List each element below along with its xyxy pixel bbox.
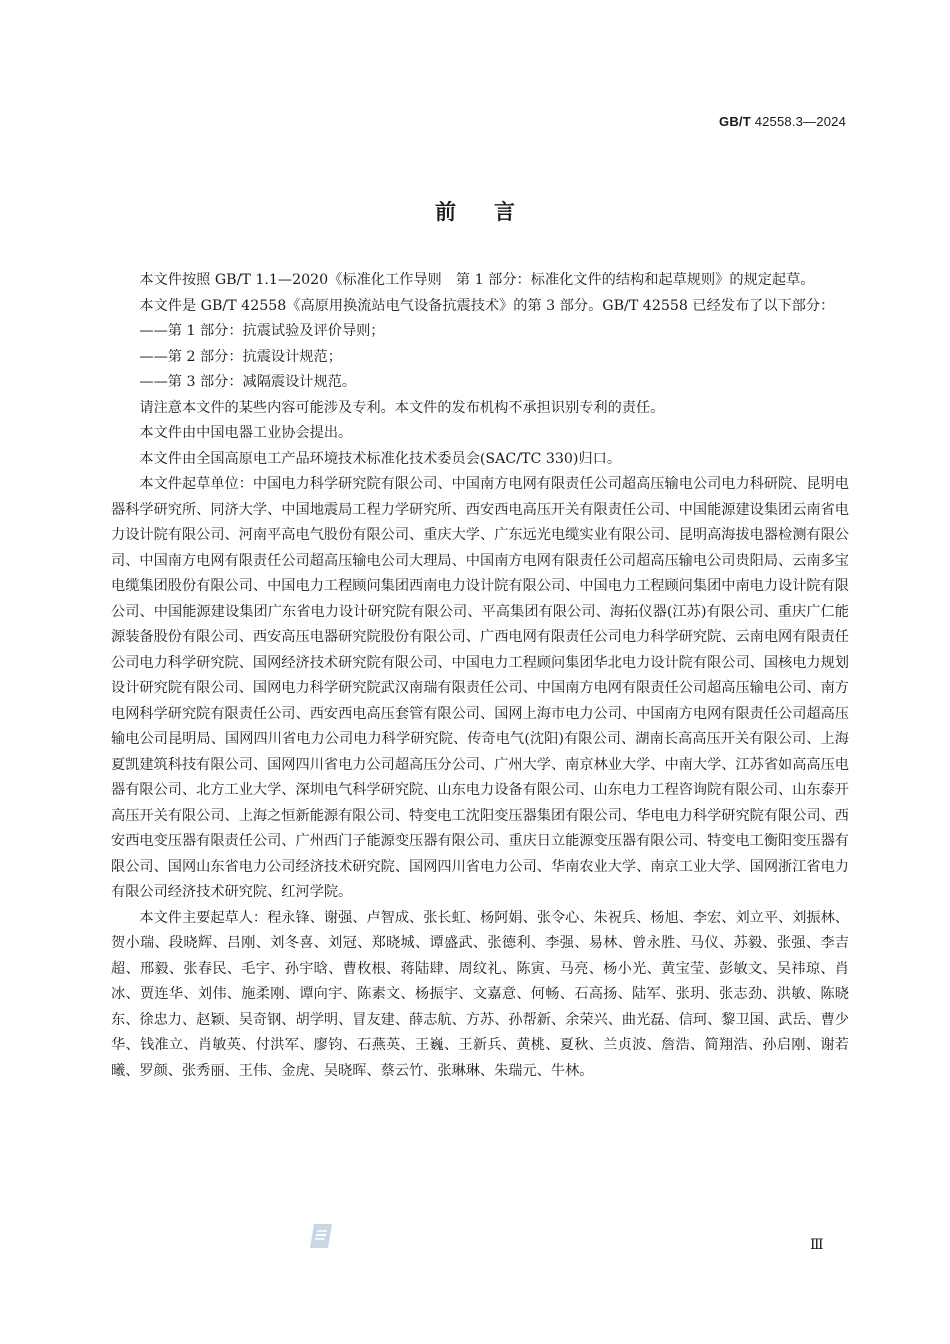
- paragraph-drafting-units: 本文件起草单位：中国电力科学研究院有限公司、中国南方电网有限责任公司超高压输电公司电力科研院、昆明电器科学研究所、同济大学、中国地震局工程力学研究所、西安西电高压开关有限责任公司、中国能源建设集团云南省电力设计院有限公司、河南平高电气股份有限公司、重庆大学、广东远光电缆实业有限公司、昆明高海拔电器检测有限公司、中国南方电网有限责任公司超高压输电公司大理局、中国南方电网有限责任公司超高压输电公司贵阳局、云南多宝电缆集团股份有限公司、中国电力工程顾问集团西南电力设计院有限公司、中国电力工程顾问集团中南电力设计院有限公司、中国能源建设集团广东省电力设计研究院有限公司、平高集团有限公司、海拓仪器(江苏)有限公司、重庆广仁能源装备股份有限公司、西安高压电器研究院股份有限公司、广西电网有限责任公司电力科学研究院、云南电网有限责任公司电力科学研究院、国网经济技术研究院有限公司、中国电力工程顾问集团华北电力设计院有限公司、国核电力规划设计研究院有限公司、国网电力科学研究院武汉南瑞有限责任公司、中国南方电网有限责任公司超高压输电公司、南方电网科学研究院有限责任公司、西安西电高压套管有限公司、国网上海市电力公司、中国南方电网有限责任公司超高压输电公司昆明局、国网四川省电力公司电力科学研究院、传奇电气(沈阳)有限公司、湖南长高高压开关有限公司、上海夏凯建筑科技有限公司、国网四川省电力公司超高压分公司、广州大学、南京林业大学、中南大学、江苏省如高高压电器有限公司、北方工业大学、深圳电气科学研究院、山东电力设备有限公司、山东电力工程咨询院有限公司、山东泰开高压开关有限公司、上海之恒新能源有限公司、特变电工沈阳变压器集团有限公司、华电电力科学研究院有限公司、西安西电变压器有限责任公司、广州西门子能源变压器有限公司、重庆日立能源变压器有限公司、特变电工衡阳变压器有限公司、国网山东省电力公司经济技术研究院、国网四川省电力公司、华南农业大学、南京工业大学、国网浙江省电力有限公司经济技术研究院、红河学院。: [111, 476, 849, 900]
- list-item-part-1: ——第 1 部分：抗震试验及评价导则；: [139, 323, 385, 339]
- paragraph-proposer: 本文件由中国电器工业协会提出。: [139, 425, 353, 441]
- paragraph-series-info: 本文件是 GB/T 42558《高原用换流站电气设备抗震技术》的第 3 部分。GB/T 42558 已经发布了以下部分：: [139, 297, 835, 314]
- list-item-part-2: ——第 2 部分：抗震设计规范；: [139, 348, 342, 365]
- paragraph-patent-notice: 请注意本文件的某些内容可能涉及专利。本文件的发布机构不承担识别专利的责任。: [139, 399, 665, 416]
- sac-logo-icon: [306, 1222, 336, 1250]
- standard-code-number: 42558.3—2024: [754, 114, 846, 129]
- standard-code-prefix: GB/T: [719, 114, 751, 129]
- paragraph-drafters: 本文件主要起草人：程永锋、谢强、卢智成、张长虹、杨阿娟、张令心、朱祝兵、杨旭、李宏、刘立平、刘振林、贺小瑞、段晓辉、吕刚、刘冬喜、刘冠、郑晓城、谭盛武、张德利、李强、易林、曾永胜、马仪、苏毅、张强、李吉超、邢毅、张春民、毛宇、孙宇晗、曹枚根、蒋陆肆、周纹礼、陈寅、马亮、杨小光、黄宝莹、彭敏文、吴祎琼、肖冰、贾连华、刘伟、施柔刚、谭向宇、陈素文、杨振宇、文嘉意、何畅、石高扬、陆军、张玥、张志劲、洪敏、陈晓东、徐忠力、赵颖、吴奇钢、胡学明、冒友建、薛志航、方苏、孙帮新、余荣兴、曲光磊、信珂、黎卫国、武岳、曹少华、钱准立、肖敏英、付洪军、廖钧、石燕英、王巍、王新兵、黄桃、夏秋、兰贞波、詹浩、简翔浩、孙启刚、谢若曦、罗颜、张秀丽、王伟、金虎、吴晓晖、蔡云竹、张琳琳、朱瑞元、牛林。: [111, 909, 849, 1079]
- page-number: Ⅲ: [810, 1238, 823, 1253]
- paragraph-committee: 本文件由全国高原电工产品环境技术标准化技术委员会(SAC/TC 330)归口。: [139, 450, 622, 467]
- page-title: 前言: [435, 200, 553, 224]
- standard-code: [719, 114, 846, 129]
- paragraph-drafting-rules: 本文件按照 GB/T 1.1—2020《标准化工作导则 第 1 部分：标准化文件的结构和起草规则》的规定起草。: [139, 272, 815, 288]
- document-body: [111, 268, 849, 1084]
- list-item-part-3: ——第 3 部分：减隔震设计规范。: [139, 374, 357, 390]
